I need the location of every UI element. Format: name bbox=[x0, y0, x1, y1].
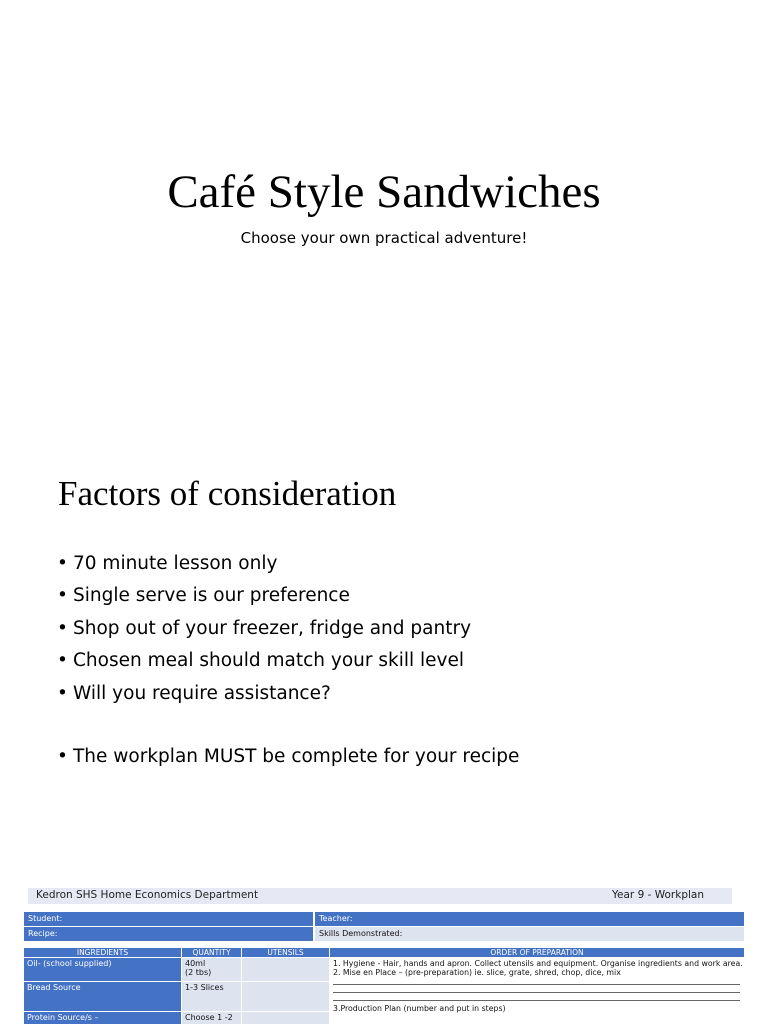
bullet-item: • Shop out of your freezer, fridge and pantry bbox=[57, 613, 519, 645]
recipe-field[interactable]: Recipe: bbox=[24, 927, 314, 941]
workplan-header bbox=[28, 888, 732, 904]
factors-slide bbox=[0, 432, 768, 864]
quantity-cell: Choose 1 -2 bbox=[182, 1012, 241, 1024]
skills-field[interactable]: Skills Demonstrated: bbox=[315, 927, 744, 941]
step-mise-en-place: 2. Mise en Place – (pre-preparation) ie. slice, grate, shred, chop, dice, mix bbox=[333, 967, 621, 977]
step-hygiene: 1. Hygiene - Hair, hands and apron. Collect utensils and equipment. Organise ingredients and work area. bbox=[333, 959, 743, 968]
bullet-item: • Chosen meal should match your skill level bbox=[57, 645, 519, 677]
bullet-dot-icon: • bbox=[57, 553, 68, 574]
step-production-plan: 3.Production Plan (number and put in steps) bbox=[333, 1004, 506, 1013]
utensils-cell[interactable] bbox=[242, 1012, 329, 1024]
bullet-item: • The workplan MUST be complete for your recipe bbox=[57, 741, 519, 773]
student-field[interactable]: Student: bbox=[24, 912, 314, 926]
bullet-item: • Will you require assistance? bbox=[57, 678, 519, 710]
student-row bbox=[24, 912, 744, 926]
utensils-cell[interactable] bbox=[242, 982, 329, 1011]
utensils-cell[interactable] bbox=[242, 958, 329, 981]
bullet-item: • 70 minute lesson only bbox=[57, 548, 519, 580]
ingredient-cell: Bread Source bbox=[24, 982, 181, 1011]
bullet-dot-icon: • bbox=[57, 617, 68, 639]
factors-title: Factors of consideration bbox=[58, 474, 397, 513]
bullet-dot-icon: • bbox=[57, 585, 68, 607]
recipe-row bbox=[24, 927, 744, 941]
order-of-preparation[interactable] bbox=[330, 957, 744, 1024]
title-slide bbox=[0, 0, 768, 432]
bullet-dot-icon: • bbox=[57, 682, 68, 704]
quantity-header: QUANTITY bbox=[182, 948, 242, 957]
workplan-title: Year 9 - Workplan bbox=[612, 889, 704, 901]
ingredient-cell: Protein Source/s – bbox=[24, 1012, 181, 1024]
ingredient-cell: Oil- (school supplied) bbox=[24, 958, 181, 981]
writing-line[interactable] bbox=[333, 993, 740, 1001]
writing-line[interactable] bbox=[333, 977, 740, 985]
ingredients-header: INGREDIENTS bbox=[24, 948, 182, 957]
slide-subtitle: Choose your own practical adventure! bbox=[240, 229, 528, 247]
teacher-field[interactable]: Teacher: bbox=[315, 912, 744, 926]
department-name: Kedron SHS Home Economics Department bbox=[36, 889, 259, 901]
quantity-cell: 40ml (2 tbs) bbox=[182, 958, 241, 981]
writing-line[interactable] bbox=[333, 985, 740, 993]
workplan-table bbox=[24, 948, 744, 1024]
bullet-dot-icon: • bbox=[57, 650, 68, 672]
workplan-slide bbox=[0, 864, 768, 1024]
quantity-cell: 1-3 Slices bbox=[182, 982, 241, 1011]
bullet-dot-icon: • bbox=[57, 746, 68, 768]
factors-list bbox=[57, 548, 519, 774]
order-header: ORDER OF PREPARATION bbox=[330, 948, 744, 957]
bullet-item: • Single serve is our preference bbox=[57, 580, 519, 612]
utensils-header: UTENSILS bbox=[242, 948, 330, 957]
slide-title: Café Style Sandwiches bbox=[167, 166, 601, 218]
